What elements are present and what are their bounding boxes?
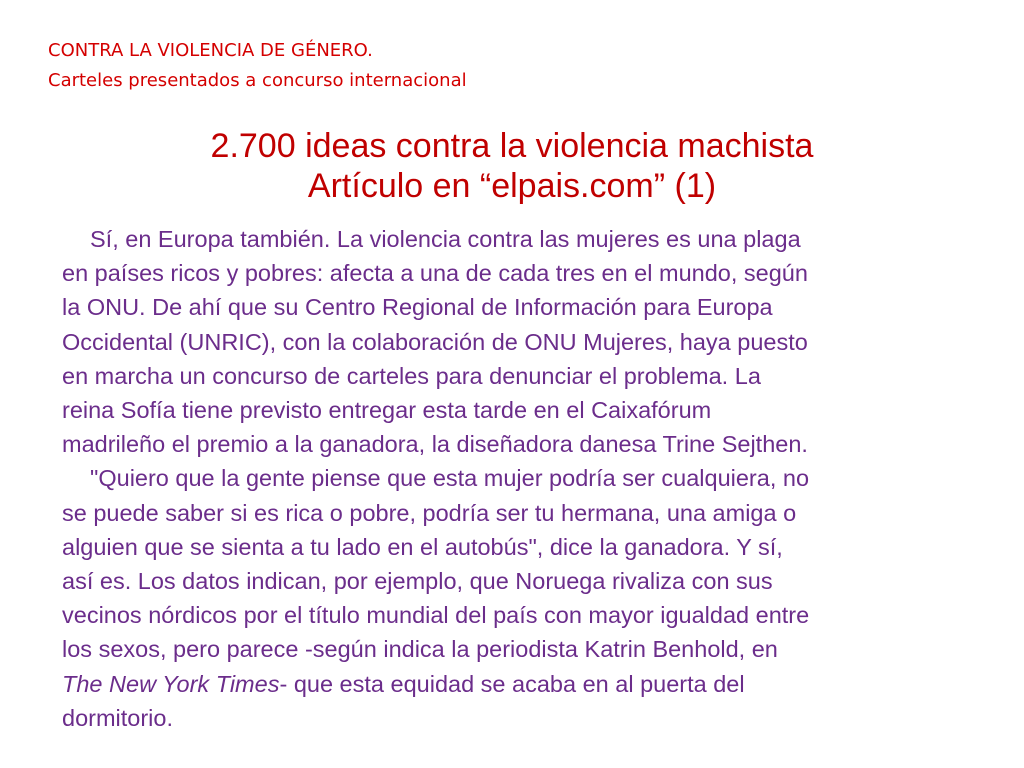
body-line: dormitorio.: [62, 704, 174, 731]
body-line: reina Sofía tiene previsto entregar esta tarde en el Caixafórum: [62, 397, 712, 424]
body-line: Occidental (UNRIC), con la colaboración de ONU Mujeres, haya puesto: [62, 328, 808, 355]
slide-header: [48, 36, 467, 96]
body-line: se puede saber si es rica o pobre, podría ser tu hermana, una amiga o: [62, 499, 797, 526]
body-line-rest: - que esta equidad se acaba en al puerta del: [279, 670, 745, 697]
newspaper-name: The New York Times: [62, 670, 280, 697]
header-subtitle: Carteles presentados a concurso internacional: [48, 70, 467, 91]
article-body: [62, 222, 972, 735]
article-source: Artículo en “elpais.com” (1): [307, 167, 717, 205]
body-line: los sexos, pero parece -según indica la periodista Katrin Benhold, en: [62, 636, 778, 663]
body-line: en marcha un concurso de carteles para denunciar el problema. La: [62, 362, 761, 389]
body-line: así es. Los datos indican, por ejemplo, que Noruega rivaliza con sus: [62, 568, 773, 595]
body-line: madrileño el premio a la ganadora, la diseñadora danesa Trine Sejthen.: [62, 431, 808, 458]
body-line: "Quiero que la gente piense que esta mujer podría ser cualquiera, no: [90, 465, 810, 492]
body-line-with-citation: [62, 667, 972, 701]
body-line: la ONU. De ahí que su Centro Regional de Información para Europa: [62, 294, 773, 321]
body-line: Sí, en Europa también. La violencia contra las mujeres es una plaga: [90, 226, 801, 252]
article-title: [0, 126, 1024, 206]
body-line: en países ricos y pobres: afecta a una de cada tres en el mundo, según: [62, 260, 808, 287]
article-headline: 2.700 ideas contra la violencia machista: [210, 127, 814, 165]
body-line: vecinos nórdicos por el título mundial del país con mayor igualdad entre: [62, 602, 810, 629]
header-title: CONTRA LA VIOLENCIA DE GÉNERO.: [48, 40, 373, 61]
body-line: alguien que se sienta a tu lado en el autobús", dice la ganadora. Y sí,: [62, 533, 783, 560]
